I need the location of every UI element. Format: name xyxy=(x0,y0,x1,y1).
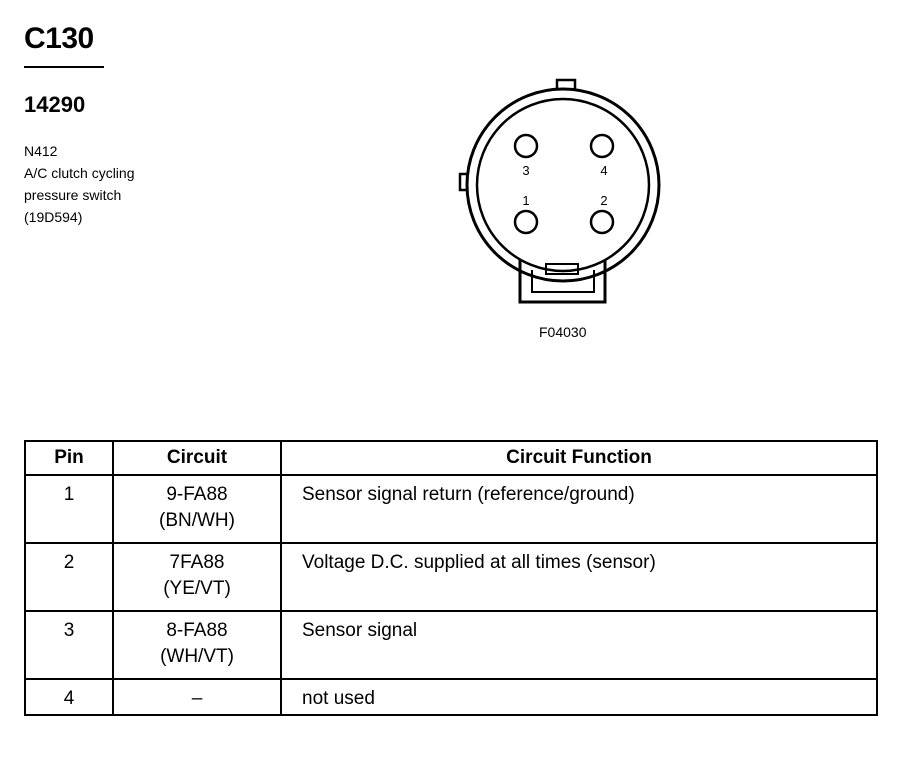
table-row xyxy=(25,475,877,543)
connector-inner-ring xyxy=(477,99,649,271)
circuit-function: Sensor signal xyxy=(281,611,877,679)
pin-cavity-1 xyxy=(515,211,537,233)
component-description xyxy=(24,140,134,228)
description-line: A/C clutch cycling xyxy=(24,165,135,181)
pin-number: 3 xyxy=(25,611,113,679)
header-pin: Pin xyxy=(25,441,113,475)
circuit-id: – xyxy=(191,688,203,709)
table-row xyxy=(25,543,877,611)
pin-cavity-3 xyxy=(515,135,537,157)
circuit-id: 8-FA88 xyxy=(166,620,228,641)
circuit-cell xyxy=(113,475,281,543)
pin-cavity-4 xyxy=(591,135,613,157)
description-line: pressure switch xyxy=(24,187,122,203)
circuit-color: (WH/VT) xyxy=(160,646,234,667)
pin-label-4: 4 xyxy=(600,163,608,178)
circuit-function: not used xyxy=(281,679,877,715)
circuit-function: Voltage D.C. supplied at all times (sensor) xyxy=(281,543,877,611)
circuit-id: 7FA88 xyxy=(169,552,225,573)
figure-id: F04030 xyxy=(539,324,587,340)
connector-outer-ring xyxy=(467,89,659,281)
table-row xyxy=(25,611,877,679)
pin-label-2: 2 xyxy=(600,193,608,208)
pin-number: 2 xyxy=(25,543,113,611)
header-circuit: Circuit xyxy=(113,441,281,475)
circuit-cell xyxy=(113,679,281,715)
connector-face-diagram xyxy=(440,70,700,350)
connector-id-underline xyxy=(24,66,104,68)
header-function: Circuit Function xyxy=(281,441,877,475)
description-line: (19D594) xyxy=(24,209,83,225)
circuit-color: (BN/WH) xyxy=(159,510,235,531)
circuit-color: (YE/VT) xyxy=(163,578,231,599)
pin-number: 1 xyxy=(25,475,113,543)
circuit-cell xyxy=(113,611,281,679)
table-row xyxy=(25,679,877,715)
connector-id: C130 xyxy=(24,22,94,55)
circuit-id: 9-FA88 xyxy=(166,484,228,505)
circuit-function: Sensor signal return (reference/ground) xyxy=(281,475,877,543)
table-header-row xyxy=(25,441,877,475)
pin-label-3: 3 xyxy=(522,163,530,178)
part-number: 14290 xyxy=(24,92,86,117)
pin-cavity-2 xyxy=(591,211,613,233)
circuit-cell xyxy=(113,543,281,611)
pin-number: 4 xyxy=(25,679,113,715)
description-line: N412 xyxy=(24,143,58,159)
pin-label-1: 1 xyxy=(522,193,530,208)
pin-table xyxy=(24,440,878,716)
